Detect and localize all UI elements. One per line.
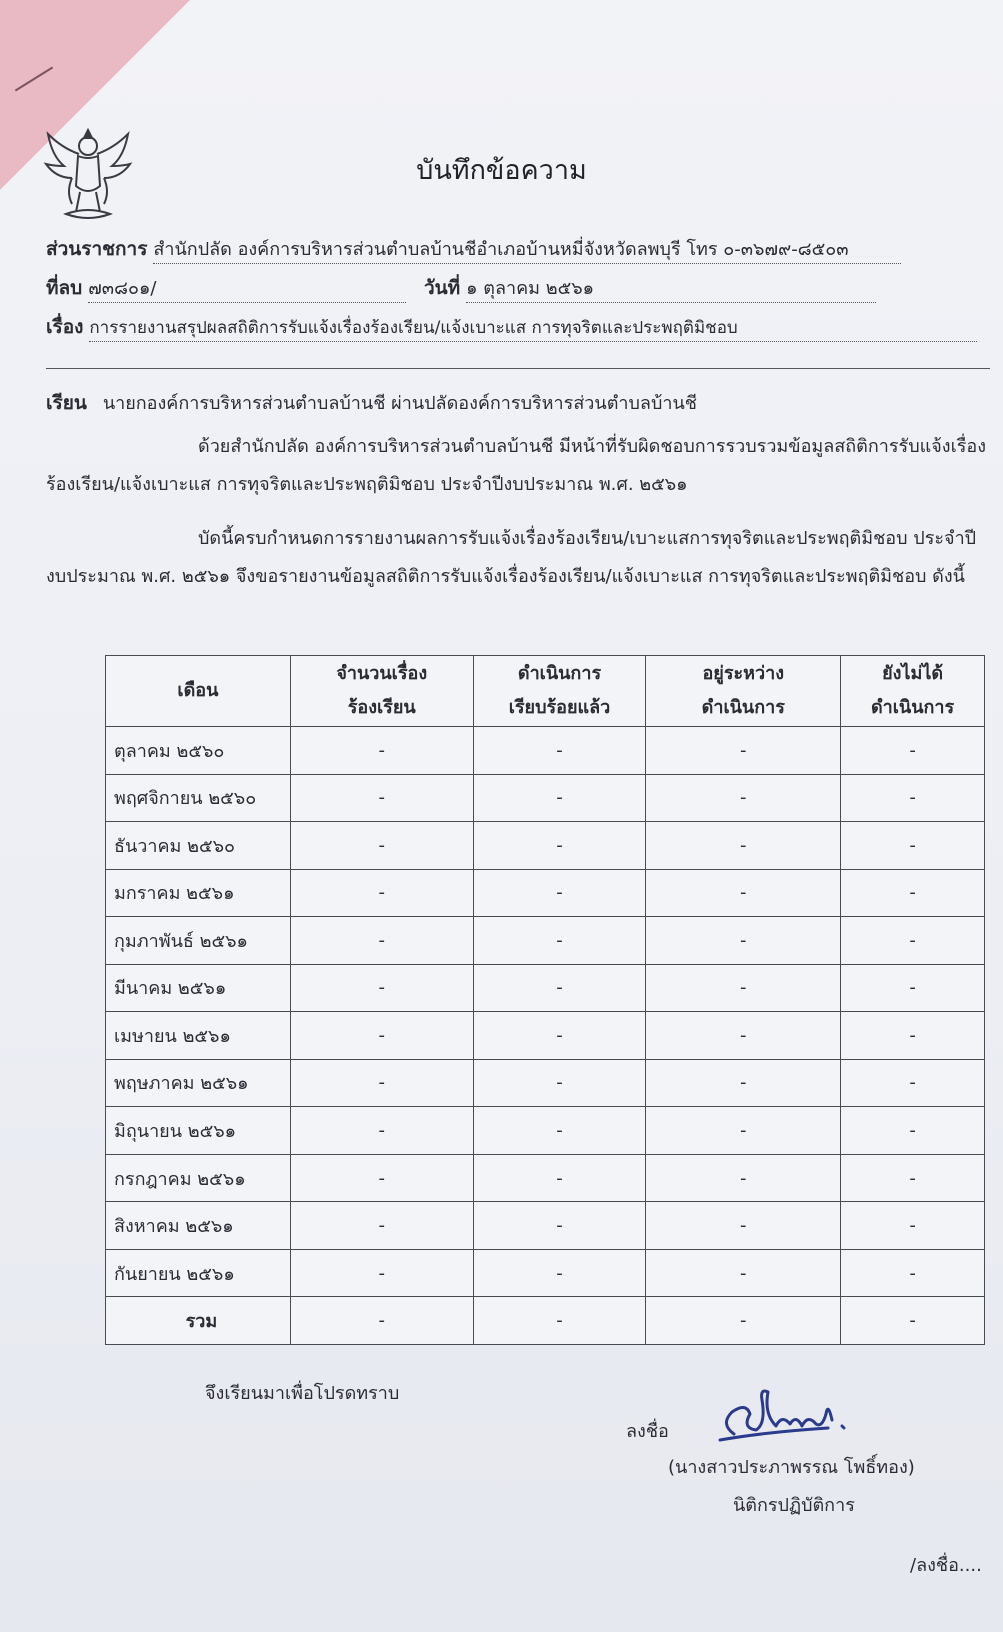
pending-cell: - bbox=[841, 1202, 985, 1250]
header-not-started: ยังไม่ได้ ดำเนินการ bbox=[841, 656, 985, 727]
total-done-cell: - bbox=[473, 1297, 646, 1345]
progress-cell: - bbox=[646, 1012, 841, 1060]
done-cell: - bbox=[473, 822, 646, 870]
department-label: ส่วนราชการ bbox=[46, 238, 148, 260]
reference-value: ๗๓๘๐๑/ bbox=[88, 273, 406, 303]
count-cell: - bbox=[290, 917, 473, 965]
pending-cell: - bbox=[841, 917, 985, 965]
paragraph-1-text: ด้วยสำนักปลัด องค์การบริหารส่วนตำบลบ้านชี มีหน้าที่รับผิดชอบการรวบรวมข้อมูลสถิติการรับแจ้งเรื่องร้องเรียน/แจ้งเบาะแส การทุจริตและประพฤติมิชอบ ประจำปีงบประมาณ พ.ศ. ๒๕๖๑ bbox=[46, 436, 987, 495]
done-cell: - bbox=[473, 1154, 646, 1202]
progress-cell: - bbox=[646, 1107, 841, 1155]
header-completed: ดำเนินการ เรียบร้อยแล้ว bbox=[473, 656, 646, 727]
month-cell: ธันวาคม ๒๕๖๐ bbox=[106, 822, 291, 870]
pending-cell: - bbox=[841, 774, 985, 822]
progress-cell: - bbox=[646, 774, 841, 822]
done-cell: - bbox=[473, 1059, 646, 1107]
table-row bbox=[106, 774, 985, 822]
complaint-stats-table bbox=[105, 655, 985, 1345]
pending-cell: - bbox=[841, 727, 985, 775]
done-cell: - bbox=[473, 1249, 646, 1297]
count-cell: - bbox=[290, 1249, 473, 1297]
table-row bbox=[106, 1012, 985, 1060]
total-count-cell: - bbox=[290, 1297, 473, 1345]
table-total-row bbox=[106, 1297, 985, 1345]
subject-line bbox=[46, 312, 977, 342]
count-cell: - bbox=[290, 1107, 473, 1155]
subject-label: เรื่อง bbox=[46, 316, 84, 338]
month-cell: มีนาคม ๒๕๖๑ bbox=[106, 964, 291, 1012]
continuation-mark: /ลงชื่อ.... bbox=[910, 1555, 982, 1576]
done-cell: - bbox=[473, 774, 646, 822]
paragraph-1 bbox=[46, 428, 990, 504]
closing-text: จึงเรียนมาเพื่อโปรดทราบ bbox=[205, 1383, 400, 1404]
handwritten-signature bbox=[716, 1384, 856, 1450]
done-cell: - bbox=[473, 1107, 646, 1155]
pending-cell: - bbox=[841, 1012, 985, 1060]
month-cell: กันยายน ๒๕๖๑ bbox=[106, 1249, 291, 1297]
signer-name: (นางสาวประภาพรรณ โพธิ์ทอง) bbox=[668, 1457, 915, 1478]
count-cell: - bbox=[290, 822, 473, 870]
done-cell: - bbox=[473, 964, 646, 1012]
month-cell: เมษายน ๒๕๖๑ bbox=[106, 1012, 291, 1060]
month-cell: กรกฎาคม ๒๕๖๑ bbox=[106, 1154, 291, 1202]
table-row bbox=[106, 1059, 985, 1107]
table-row bbox=[106, 727, 985, 775]
progress-cell: - bbox=[646, 727, 841, 775]
table-row bbox=[106, 917, 985, 965]
table-row bbox=[106, 822, 985, 870]
table-row bbox=[106, 1107, 985, 1155]
date-label: วันที่ bbox=[423, 277, 461, 299]
pending-cell: - bbox=[841, 1154, 985, 1202]
header-month: เดือน bbox=[106, 656, 291, 727]
pending-cell: - bbox=[841, 822, 985, 870]
pending-cell: - bbox=[841, 1059, 985, 1107]
month-cell: พฤศจิกายน ๒๕๖๐ bbox=[106, 774, 291, 822]
subject-value: การรายงานสรุปผลสถิติการรับแจ้งเรื่องร้องเรียน/แจ้งเบาะแส การทุจริตและประพฤติมิชอบ bbox=[89, 314, 977, 342]
addressee-value: นายกองค์การบริหารส่วนตำบลบ้านชี ผ่านปลัดองค์การบริหารส่วนตำบลบ้านชี bbox=[102, 393, 698, 414]
month-cell: ตุลาคม ๒๕๖๐ bbox=[106, 727, 291, 775]
pending-cell: - bbox=[841, 869, 985, 917]
done-cell: - bbox=[473, 869, 646, 917]
done-cell: - bbox=[473, 1012, 646, 1060]
progress-cell: - bbox=[646, 1154, 841, 1202]
signer-position: นิติกรปฏิบัติการ bbox=[733, 1495, 855, 1516]
count-cell: - bbox=[290, 1202, 473, 1250]
header-complaint-count: จำนวนเรื่อง ร้องเรียน bbox=[290, 656, 473, 727]
table-row bbox=[106, 1249, 985, 1297]
reference-line bbox=[46, 273, 876, 303]
count-cell: - bbox=[290, 964, 473, 1012]
done-cell: - bbox=[473, 1202, 646, 1250]
count-cell: - bbox=[290, 1059, 473, 1107]
paragraph-2 bbox=[46, 520, 990, 596]
sign-label: ลงชื่อ bbox=[626, 1421, 669, 1442]
count-cell: - bbox=[290, 727, 473, 775]
progress-cell: - bbox=[646, 822, 841, 870]
progress-cell: - bbox=[646, 869, 841, 917]
month-cell: พฤษภาคม ๒๕๖๑ bbox=[106, 1059, 291, 1107]
table-row bbox=[106, 869, 985, 917]
memo-title: บันทึกข้อความ bbox=[416, 155, 587, 186]
count-cell: - bbox=[290, 1154, 473, 1202]
month-cell: สิงหาคม ๒๕๖๑ bbox=[106, 1202, 291, 1250]
total-pending-cell: - bbox=[841, 1297, 985, 1345]
progress-cell: - bbox=[646, 1202, 841, 1250]
month-cell: มิถุนายน ๒๕๖๑ bbox=[106, 1107, 291, 1155]
header-divider bbox=[46, 368, 990, 369]
department-line bbox=[46, 234, 901, 264]
date-value: ๑ ตุลาคม ๒๕๖๑ bbox=[466, 273, 876, 303]
addressee-line bbox=[46, 388, 697, 418]
paragraph-2-text: บัดนี้ครบกำหนดการรายงานผลการรับแจ้งเรื่องร้องเรียน/เบาะแสการทุจริตและประพฤติมิชอบ ประจำปี งบประมาณ พ.ศ. ๒๕๖๑ จึงขอรายงานข้อมูลสถิติการรับแจ้งเรื่องร้องเรียน/แจ้งเบาะแส การทุจริตและประพฤติมิชอบ ดังนี้ bbox=[46, 528, 977, 587]
month-cell: กุมภาพันธ์ ๒๕๖๑ bbox=[106, 917, 291, 965]
count-cell: - bbox=[290, 869, 473, 917]
table-row bbox=[106, 1202, 985, 1250]
pending-cell: - bbox=[841, 964, 985, 1012]
reference-label: ที่ลบ bbox=[46, 277, 83, 299]
progress-cell: - bbox=[646, 964, 841, 1012]
progress-cell: - bbox=[646, 1059, 841, 1107]
pending-cell: - bbox=[841, 1107, 985, 1155]
total-progress-cell: - bbox=[646, 1297, 841, 1345]
count-cell: - bbox=[290, 774, 473, 822]
progress-cell: - bbox=[646, 1249, 841, 1297]
total-label-cell: รวม bbox=[106, 1297, 291, 1345]
header-in-progress: อยู่ระหว่าง ดำเนินการ bbox=[646, 656, 841, 727]
table-row bbox=[106, 1154, 985, 1202]
month-cell: มกราคม ๒๕๖๑ bbox=[106, 869, 291, 917]
done-cell: - bbox=[473, 917, 646, 965]
progress-cell: - bbox=[646, 917, 841, 965]
department-value: สำนักปลัด องค์การบริหารส่วนตำบลบ้านชีอำเภอบ้านหมี่จังหวัดลพบุรี โทร ๐-๓๖๗๙-๘๕๐๓ bbox=[153, 234, 901, 264]
pending-cell: - bbox=[841, 1249, 985, 1297]
table-row bbox=[106, 964, 985, 1012]
table-header-row bbox=[106, 656, 985, 727]
addressee-label: เรียน bbox=[46, 392, 87, 414]
done-cell: - bbox=[473, 727, 646, 775]
count-cell: - bbox=[290, 1012, 473, 1060]
